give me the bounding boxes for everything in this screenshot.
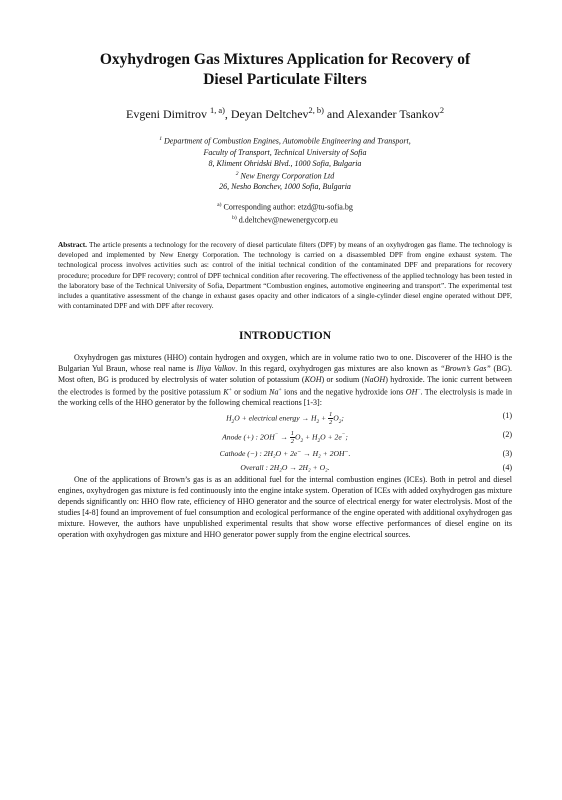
title-line-1: Oxyhydrogen Gas Mixtures Application for Recovery of [99, 51, 471, 68]
p1-browns-gas: “Brown’s Gas” [440, 363, 491, 373]
equation-4 [58, 460, 512, 474]
eq1-frac-den: 2 [329, 419, 333, 427]
eq2-rhs2: + H [303, 432, 318, 442]
abstract-text: The article presents a technology for the recovery of diesel particulate filters (DPF) by means of an oxyhydrogen gas flame. The technology is developed and implemented by New Energy Corporation. The technology is carried on a disassembled DPF from engine exhaust system. The technological process involves activities such as: control of the initial technical condition of the contaminated DPF and preparations for recovery procedure; procedure for DPF recovery; control of DPF technical condition after recovering. The effectiveness of the applied technology has been tested in the laboratory base of the Technical University of Sofia, Department “Combustion engines, automotive engineering and transport”. The experimental test includes a quantitative assessment of the change in exhaust gases opacity and other indicators of a single-cylinder diesel engine operated without DPF, with contaminated DPF and with DPF after recovery. [58, 239, 512, 311]
email-a-marker: a) [217, 202, 222, 209]
intro-paragraph-1 [58, 352, 512, 409]
equation-2 [58, 427, 512, 446]
p1-text-a: Oxyhydrogen gas mixtures (HHO) contain hydrogen and oxygen, which are in volume ratio two to one. Discoverer of the HHO is the Bulgarian Yul Braun, whose real name is [58, 352, 512, 373]
p1-sodium-ion: Na [269, 387, 279, 397]
section-heading-introduction: INTRODUCTION [238, 329, 331, 342]
email-a-text: Corresponding author: etzd@tu-sofia.bg [223, 202, 353, 212]
p1-text-f: or sodium [231, 387, 270, 397]
eq1-rhs: O [333, 413, 339, 423]
eq2-end: ; [345, 432, 348, 442]
p1-naoh: NaOH [364, 374, 386, 384]
equation-3 [58, 446, 512, 460]
email-a [58, 200, 512, 213]
contact-emails [58, 200, 512, 225]
email-b-text: d.deltchev@newenergycorp.eu [238, 215, 338, 225]
equation-2-expression: Anode (+) : 2OH− → $\frac{1}{2}$ $O_2 + H_2O + 2e^-$; [222, 430, 348, 446]
eq2-frac-num: 1 [290, 430, 294, 438]
p1-text-c: (BG). Most often, BG is produced by electrolysis of water solution of potassium ( [58, 363, 512, 384]
author-1: Evgeni Dimitrov [126, 107, 207, 121]
author-3-marker: 2 [439, 106, 444, 115]
author-1-marker: 1, a) [210, 106, 225, 115]
affiliation-2-line-1 [58, 169, 512, 182]
paper-title [58, 50, 512, 90]
equation-4-expression: Overall : 2H₂O → 2H₂ + O₂. [240, 463, 330, 473]
p1-text-b: . In this regard, oxyhydrogen gas mixtures are also known as [235, 363, 441, 373]
affiliation-1-line-3: 8, Kliment Ohridski Blvd., 1000 Sofia, Bulgaria [208, 158, 362, 168]
eq2-rhs3: O + 2e [320, 432, 342, 442]
author-list: Evgeni Dimitrov $^{1, a)}$, Deyan Deltchev$^{2, b)}$ and Alexander Tsankov$^2$ [126, 106, 444, 121]
eq1-lhs: H [226, 413, 232, 423]
affiliation-1-line-1 [58, 134, 512, 147]
equation-1-expression: $H_2O$ + electrical energy → $H_2$ + $\frac{1}{2}$ $O_2$; [226, 411, 344, 427]
eq1-frac-num: 1 [329, 411, 333, 419]
p1-text-e: ) hydroxide. The ionic current between the electrodes is formed by the positive potassium [58, 374, 512, 397]
p1-plus-sign-2: + [278, 386, 282, 393]
equation-3-number: (3) [502, 449, 512, 459]
affiliations [58, 134, 512, 192]
equation-2-number: (2) [502, 430, 512, 440]
p1-text-d: ) or sodium ( [321, 374, 365, 384]
eq2-frac-den: 2 [290, 438, 294, 446]
title-line-2: Diesel Particulate Filters [203, 71, 367, 88]
p1-text-g: ions and the negative hydroxide ions [281, 387, 406, 397]
equation-3-expression: Cathode (−) : 2H₂O + 2e⁻ → H₂ + 2OH⁻. [219, 449, 351, 459]
affiliation-1-department: Department of Combustion Engines, Automobile Engineering and Transport, [164, 136, 411, 146]
p1-potassium-ion: K [223, 387, 229, 397]
eq2-rhs: O [294, 432, 301, 442]
abstract-label: Abstract. [58, 239, 87, 249]
equation-4-number: (4) [502, 463, 512, 473]
eq1-end: ; [341, 413, 344, 423]
affiliation-1-line-2: Faculty of Transport, Technical University of Sofia [203, 147, 367, 157]
email-b [58, 213, 512, 226]
intro-paragraph-2: One of the applications of Brown’s gas is as an additional fuel for the internal combustion engines (ICEs). Both in petrol and diesel engines, oxyhydrogen gas mixture is fed continuously into the engine intake system. Operation of ICEs with added oxyhydrogen gas mixture depends significantly on: HHO flow rate, efficiency of HHO generator and the source of electrical energy for water electrolysis. Most of the studies [4-8] found an improvement of fuel consumption and ecological performance of the engine operated with additional oxyhydrogen gas mixture. However, the authors have unpublished experimental results that show worse effective performances of diesel engine on its operation with oxyhydrogen gas mixture and HHO generator power supply from the engine electrical sources. [58, 475, 512, 540]
p1-plus-sign: + [228, 386, 232, 393]
p1-inventor-name: Iliya Valkov [196, 363, 236, 373]
author-2-marker: 2, b) [308, 106, 324, 115]
eq2-arrow: → [278, 432, 290, 442]
email-b-marker: b) [232, 214, 237, 221]
equation-1 [58, 408, 512, 427]
affiliation-1-marker: 1 [159, 136, 163, 142]
p1-minus-sign: − [417, 386, 421, 393]
eq1-mid: O + electrical energy → H [234, 413, 317, 423]
eq2-lhs: Anode (+) : 2OH [222, 432, 275, 442]
p1-koh: KOH [304, 374, 322, 384]
p1-hydroxide-ion: OH [405, 387, 418, 397]
affiliation-2-company: New Energy Corporation Ltd [240, 171, 335, 181]
author-conjunction: and [326, 107, 345, 121]
paper-page [58, 50, 512, 540]
p1-text-h: . The electrolysis is made in the working cells of the HHO generator by the following chemical reactions [1-3]: [58, 387, 513, 408]
affiliation-2-marker: 2 [235, 170, 239, 177]
abstract [58, 240, 512, 312]
author-2: Deyan Deltchev [230, 107, 309, 121]
equation-1-number: (1) [502, 411, 512, 421]
author-3: Alexander Tsankov [346, 107, 440, 121]
affiliation-2-line-2: 26, Nesho Bonchev, 1000 Sofia, Bulgaria [219, 182, 351, 192]
